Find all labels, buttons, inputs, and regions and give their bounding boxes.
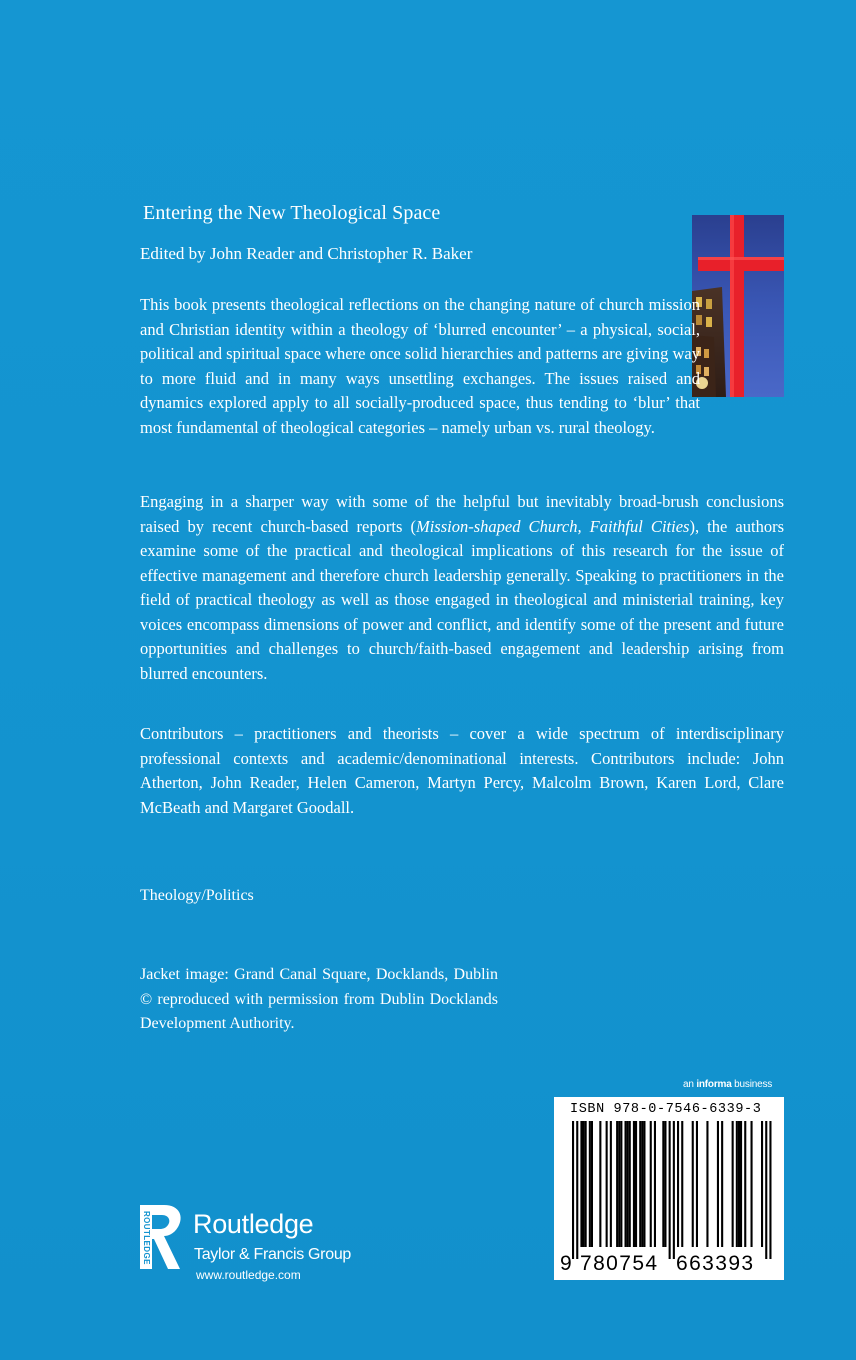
barcode-bar bbox=[650, 1121, 652, 1247]
report-titles: Mission-shaped Church, Faithful Cities bbox=[415, 516, 690, 536]
informa-suffix: business bbox=[731, 1079, 773, 1090]
barcode-bar bbox=[751, 1121, 753, 1247]
barcode-bar bbox=[765, 1121, 767, 1259]
barcode-bar bbox=[583, 1121, 585, 1247]
barcode-digit-first: 9 bbox=[560, 1252, 572, 1275]
barcode-bar bbox=[576, 1121, 578, 1259]
barcode-bar bbox=[610, 1121, 612, 1247]
jacket-image-credit: Jacket image: Grand Canal Square, Docklands, Dublin © reproduced with permission from Dublin Docklands Development Authority. bbox=[140, 966, 498, 1032]
barcode-bar bbox=[721, 1121, 723, 1247]
barcode-bar bbox=[673, 1121, 675, 1259]
barcode-digits-left: 780754 bbox=[580, 1252, 659, 1275]
description-paragraph-1-text: This book presents theological reflections on the changing nature of church mission and Christian identity within a theology of ‘blurred encounter’ – a physical, social, political and spiritual space where once solid hierarchies and patterns are giving way to more fluid and in many ways unsettling exchanges. The issues raised and dynamics explored apply to all socially-produced space, thus tending to ‘blur’ that most fundamental of theological categories – namely urban vs. rural theology. bbox=[140, 295, 700, 437]
barcode-bar bbox=[606, 1121, 608, 1247]
publisher-group: Taylor & Francis Group bbox=[194, 1246, 352, 1263]
barcode-bar bbox=[744, 1121, 746, 1247]
barcode-bar bbox=[572, 1121, 574, 1259]
barcode-bar bbox=[643, 1121, 645, 1247]
barcode-bars bbox=[554, 1121, 784, 1261]
description-paragraph-2-text-a: Engaging in a sharper way with some of the helpful but inevitably broad-brush conclusions raised by recent church-based reports ( bbox=[140, 492, 784, 536]
description-paragraph-1 bbox=[140, 293, 784, 440]
barcode-bar bbox=[641, 1121, 643, 1247]
image-wrap-spacer bbox=[700, 293, 784, 415]
barcode-bar bbox=[669, 1121, 671, 1259]
book-title: Entering the New Theological Space bbox=[143, 202, 441, 224]
barcode-bar bbox=[616, 1121, 618, 1247]
barcode-digits-right: 663393 bbox=[676, 1252, 755, 1275]
barcode-bar bbox=[580, 1121, 582, 1247]
barcode-bar bbox=[664, 1121, 666, 1247]
barcode-digits bbox=[554, 1248, 784, 1276]
isbn-barcode bbox=[554, 1097, 784, 1280]
barcode-bar bbox=[769, 1121, 771, 1259]
barcode-bar bbox=[625, 1121, 627, 1247]
barcode-bar bbox=[591, 1121, 593, 1247]
barcode-bar bbox=[585, 1121, 587, 1247]
barcode-bar bbox=[706, 1121, 708, 1247]
barcode-bar bbox=[599, 1121, 601, 1247]
barcode-bar bbox=[618, 1121, 620, 1247]
barcode-bar bbox=[717, 1121, 719, 1247]
barcode-bar bbox=[740, 1121, 742, 1247]
informa-prefix: an bbox=[683, 1079, 697, 1090]
barcode-bar bbox=[654, 1121, 656, 1247]
subject-category: Theology/Politics bbox=[140, 887, 254, 904]
barcode-bar bbox=[761, 1121, 763, 1247]
barcode-bar bbox=[696, 1121, 698, 1247]
informa-business-tagline bbox=[683, 1079, 772, 1090]
barcode-bar bbox=[635, 1121, 637, 1247]
barcode-bar bbox=[639, 1121, 641, 1247]
informa-brand: informa bbox=[696, 1079, 732, 1090]
isbn-number: ISBN 978-0-7546-6339-3 bbox=[570, 1102, 762, 1117]
barcode-bar bbox=[732, 1121, 734, 1247]
barcode-bar bbox=[633, 1121, 635, 1247]
barcode-bar bbox=[589, 1121, 591, 1247]
barcode-bar bbox=[627, 1121, 629, 1247]
barcode-bar bbox=[736, 1121, 738, 1247]
barcode-bar bbox=[692, 1121, 694, 1247]
routledge-logo-text: ROUTLEDGE bbox=[142, 1211, 151, 1265]
barcode-bar bbox=[738, 1121, 740, 1247]
publisher-name: Routledge bbox=[193, 1209, 314, 1239]
book-editors: Edited by John Reader and Christopher R. Baker bbox=[140, 244, 473, 263]
description-paragraph-2 bbox=[140, 490, 784, 686]
routledge-logo-icon bbox=[134, 1203, 194, 1273]
contributors-paragraph: Contributors – practitioners and theorists – cover a wide spectrum of interdisciplinary professional contexts and academic/denominational interests. Contributors include: John Atherton, John Reader, Helen Cameron, Martyn Percy, Malcolm Brown, Karen Lord, Clare McBeath and Margaret Goodall. bbox=[140, 724, 784, 817]
barcode-bar bbox=[677, 1121, 679, 1247]
barcode-bar bbox=[629, 1121, 631, 1247]
publisher-url[interactable]: www.routledge.com bbox=[196, 1268, 301, 1282]
description-paragraph-2-text-b: ), the authors examine some of the practical and theological implications of this research for the issue of effective management and therefore church leadership generally. Speaking to practitioners in the field of practical theology as well as those engaged in theological and ministerial training, key voices encompass dimensions of power and conflict, and identify some of the present and future opportunities and challenges to church/faith-based engagement and leadership arising from blurred encounters. bbox=[140, 516, 785, 683]
barcode-bar bbox=[681, 1121, 683, 1247]
barcode-bar bbox=[662, 1121, 664, 1247]
barcode-bar bbox=[620, 1121, 622, 1247]
